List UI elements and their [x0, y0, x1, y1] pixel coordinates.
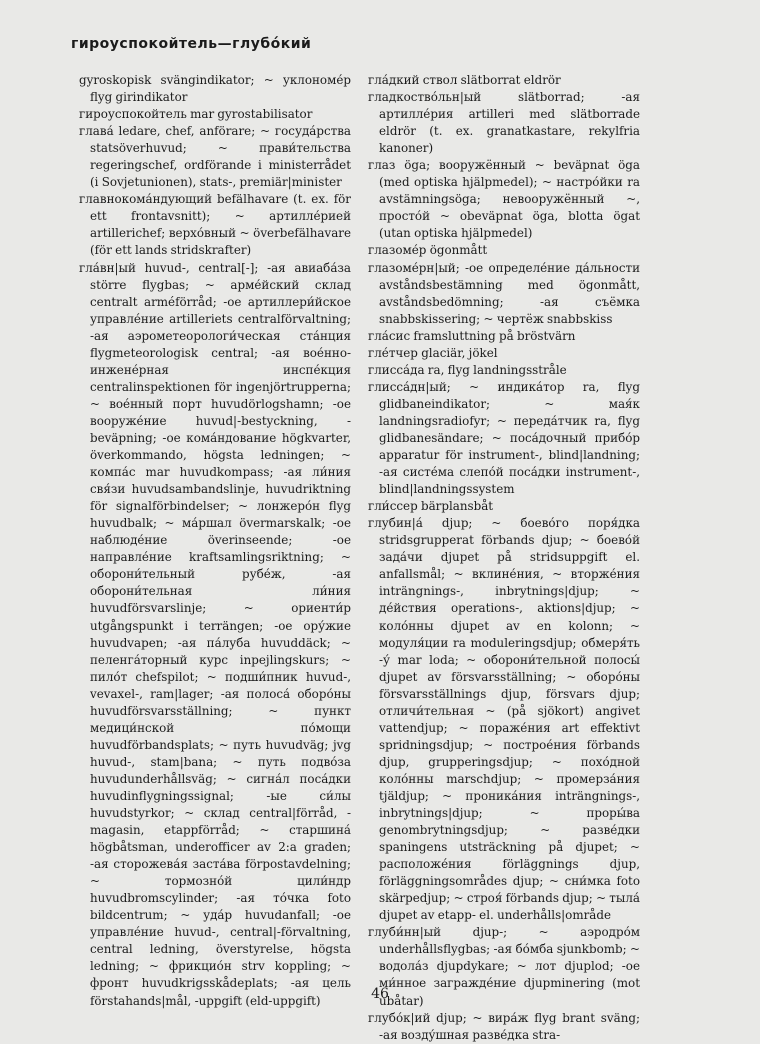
dictionary-entry: глубин|а́ djup; ~ боево́го поря́дка stridsgrupperat förbands djup; ~ боево́й зада́чи djupet på stridsuppgift el. anfallsmål; ~ вклине́ния, ~ вторже́ния inträngnings-, inbrytnings|djup; ~ де́йствия operations-, aktions|djup; ~ коло́нны djupet av en kolonn; ~ модуля́ции ra moduleringsdjup; обмеря́ть -у́ mar loda; ~ оборони́тельной полосы́ djupet av försvarsställning; ~ оборо́ны försvarsställnings djup, försvars djup; отличи́тельная ~ (på sjökort) angivet vattendjup; ~ пораже́ния art effektivt spridningsdjup; ~ построе́ния förbands djup, grupperingsdjup; ~ похо́дной коло́нны marschdjup; ~ промерза́ния tjäldjup; ~ проника́ния inträngnings-, inbrytnings|djup; ~ проры́ва genombrytningsdjup; ~ разве́дки spaningens utsträckning på djupet; ~ расположе́ния förläggnings djup, förläggningsområdes djup; ~ сни́мка foto skärpedjup; ~ строя́ förbands djup; ~ тыла́ djupet av etapp- el. underhålls|område	[368, 516, 640, 923]
dictionary-entry: глуби́нн|ый djup-; ~ аэродро́м underhållsflygbas; -ая бо́мба sjunkbomb; ~ водола́з djupdykare; ~ лот djuplod; -ое ми́нное загражде́ние djupminering (mot ubåtar)	[368, 925, 640, 1008]
right-column	[368, 72, 640, 1044]
dictionary-entry: глазоме́рн|ый; -ое определе́ние да́льности avståndsbestämning med ögonmått, avståndsbedömning; -ая съёмка snabbskissering; ~ чертёж snabbskiss	[368, 260, 640, 326]
dictionary-entry: гладкоство́льн|ый slätborrad; -ая артилле́рия artilleri med slätborrade eldrör (t. ex. granatkastare, rekylfria kanoner)	[368, 90, 640, 156]
dictionary-entry: гироуспокойтель mar gyrostabilisator	[79, 107, 313, 122]
dictionary-entry: глисса́дн|ый; ~ индика́тор ra, flyg glidbaneindikator; ~ мая́к landningsradiofyr; ~ переда́тчик ra, flyg glidbanesändare; ~ поса́дочный прибо́р apparatur för instrument-, blind|landning; -ая систе́ма слепо́й поса́дки instrument-, blind|landningssystem	[368, 379, 640, 497]
dictionary-entry: гли́ссер bärplansbåt	[368, 499, 494, 514]
dictionary-entry: гла́сис framsluttning på bröstvärn	[368, 328, 576, 343]
dictionary-entry: гла́вн|ый huvud-, central[-]; -ая авиаба́за större flygbas; ~ арме́йский склад centralt arméförråd; -ое артиллери́йское управле́ние artilleriets centralförvaltning; -ая аэрометеорологи́ческая ста́нция flygmeteorologisk central; -ая вое́нно-инжене́рная инспе́кция centralinspektionen för ingenjörtrupperna; ~ вое́нный порт huvudörlogshamn; -ое вооруже́ние huvud|-bestyckning, -beväpning; -ое кома́ндование högkvarter, överkommando, högsta ledningen; ~ компа́с mar huvudkompass; -ая ли́ния свя́зи huvudsambandslinje, huvudriktning för signalförbindelser; ~ лонжеро́н flyg huvudbalk; ~ ма́ршал övermarskalk; -ое наблюде́ние överinseende; -ое направле́ние kraftsamlingsriktning; ~ оборони́тельный рубе́ж, -ая оборони́тельная ли́ния huvudförsvarslinje; ~ ориенти́р utgångspunkt i terrängen; -ое ору́жие huvudvapen; -ая па́луба huvuddäck; ~ пеленга́торный курс inpejlingskurs; ~ пило́т chefspilot; ~ подши́пник huvud-, vevaxel-, ram|lager; -ая полоса́ оборо́ны huvudförsvarsställning; ~ пункт медици́нской по́мощи huvudförbandsplats; ~ путь huvudväg; jvg huvud-, stam|bana; ~ путь подво́за huvudunderhållsväg; ~ сигна́л поса́дки huvudinflygningssignal; -ые си́лы huvudstyrkor; ~ склад central|förråd, -magasin, etappförråd; ~ старшина́ högbåtsman, underofficer av 2:a graden; -ая сторожева́я заста́ва förpostavdelning; ~ тормозно́й цили́ндр huvudbromscylinder; -ая то́чка foto bildcentrum; ~ уда́р huvudanfall; -ое управле́ние huvud-, central|-förvaltning, central ledning, överstyrelse, högsta ledning; ~ фрикцио́н strv koppling; ~ фронт huvudkrigsskådeplats; -ая цель förstahands|mål, -uppgift (eld-uppgift)	[79, 260, 351, 1008]
dictionary-entry: главнокома́ндующий befälhavare (t. ex. för ett frontavsnitt); ~ артилле́рией artillerichef; верхо́вный ~ överbefälhavare (för ett lands stridskrafter)	[79, 192, 351, 258]
dictionary-entry: глубо́к|ий djup; ~ вира́ж flyg brant sväng; -ая возду́шная разве́дка stra-	[368, 1010, 640, 1042]
dictionary-entry: глаз öga; вооружённый ~ beväpnat öga (med optiska hjälpmedel); ~ настро́йки ra avstämningsöga; невооружённый ~, просто́й ~ obeväpnat öga, blotta ögat (utan optiska hjälpmedel)	[368, 158, 640, 241]
running-header: гироуспокойтель—глубо́кий	[71, 36, 312, 52]
dictionary-entry: глазоме́р ögonmått	[368, 243, 488, 258]
left-column	[79, 72, 351, 1010]
dictionary-entry: гле́тчер glaciär, jökel	[368, 345, 498, 360]
dictionary-entry: глава́ ledare, chef, anförare; ~ госуда́рства statsöverhuvud; ~ прави́тельства regeringschef, ordförande i ministerrådet (i Sovjetunionen), stats-, premiär|minister	[79, 124, 351, 190]
dictionary-entry: глисса́да ra, flyg landningsstråle	[368, 362, 567, 377]
dictionary-entry: гла́дкий ствол slätborrat eldrör	[368, 73, 561, 87]
dictionary-entry: gyroskopisk svängindikator; ~ уклономе́р flyg girindikator	[79, 73, 351, 105]
page-number: 46	[371, 986, 389, 1002]
